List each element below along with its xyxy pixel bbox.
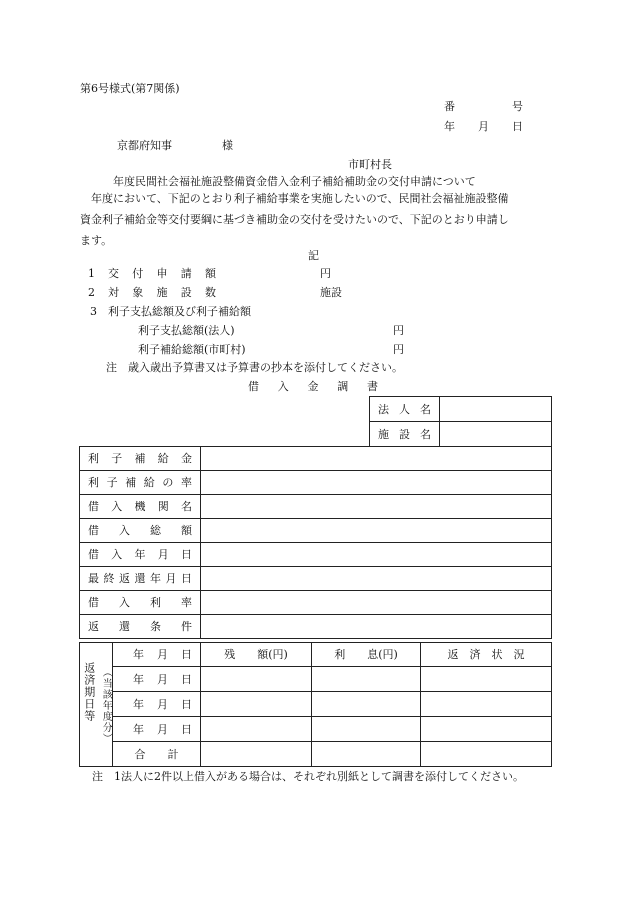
status-header: 返 済 状 況 [421, 643, 552, 667]
number-go: 号 [512, 100, 523, 113]
loan-table [79, 446, 552, 639]
item-3-sub-1-unit: 円 [393, 324, 404, 337]
form-number: 第6号様式(第7関係) [80, 82, 180, 95]
number-ban: 番 [444, 100, 455, 113]
repay-side-sub: （当該年度分） [99, 643, 113, 767]
balance-cell-1[interactable] [201, 667, 312, 692]
item-3-number: 3 [90, 305, 97, 318]
interest-cell-1[interactable] [312, 667, 421, 692]
table-title: 借 入 金 調 書 [248, 380, 378, 393]
loan-row-6-label: 最 終 返 還 年 月 日 [80, 567, 201, 591]
interest-total[interactable] [312, 742, 421, 767]
loan-row-2-label: 利 子 補 給 の 率 [80, 471, 201, 495]
status-cell-3[interactable] [421, 717, 552, 742]
interest-header: 利 息(円) [312, 643, 421, 667]
repay-date-row-1: 年 月 日 [113, 667, 201, 692]
repay-date-row-3: 年 月 日 [113, 717, 201, 742]
loan-row-7-label: 借 入 利 率 [80, 591, 201, 615]
body-line-2: 資金利子補給金等交付要綱に基づき補助金の交付を受けたいので、下記のとおり申請し [80, 213, 509, 226]
item-3-label: 利子支払総額及び利子補給額 [108, 305, 251, 318]
item-2-label: 対 象 施 設 数 [108, 286, 216, 299]
body-line-3: ます。 [80, 234, 113, 247]
facility-name-value[interactable] [440, 422, 552, 447]
interest-cell-2[interactable] [312, 692, 421, 717]
loan-row-5-label: 借 入 年 月 日 [80, 543, 201, 567]
date-nen: 年 [444, 120, 455, 133]
loan-row-6-value[interactable] [201, 567, 552, 591]
facility-name-label: 施 設 名 [370, 422, 440, 447]
balance-total[interactable] [201, 742, 312, 767]
loan-row-1-value[interactable] [201, 447, 552, 471]
item-3-sub-2-unit: 円 [393, 343, 404, 356]
item-1-unit: 円 [320, 267, 331, 280]
sender: 市町村長 [348, 158, 392, 171]
total-label: 合 計 [113, 742, 201, 767]
loan-row-4-label: 借 入 総 額 [80, 519, 201, 543]
loan-row-4-value[interactable] [201, 519, 552, 543]
ki-heading: 記 [308, 249, 319, 262]
status-cell-1[interactable] [421, 667, 552, 692]
repay-side-label: 返済期日等 [80, 643, 99, 767]
addressee-sama: 様 [222, 139, 233, 152]
body-line-1: 年度において、下記のとおり利子補給事業を実施したいので、民間社会福祉施設整備 [91, 192, 509, 205]
interest-cell-3[interactable] [312, 717, 421, 742]
loan-row-8-label: 返 還 条 件 [80, 615, 201, 639]
balance-header: 残 額(円) [201, 643, 312, 667]
body-paragraph [80, 188, 552, 251]
balance-cell-3[interactable] [201, 717, 312, 742]
loan-row-1-label: 利 子 補 給 金 [80, 447, 201, 471]
balance-cell-2[interactable] [201, 692, 312, 717]
item-2-unit: 施設 [320, 286, 342, 299]
corp-name-label: 法 人 名 [370, 397, 440, 422]
corp-table [369, 396, 552, 447]
status-total[interactable] [421, 742, 552, 767]
date-tsuki: 月 [478, 120, 489, 133]
status-cell-2[interactable] [421, 692, 552, 717]
loan-row-7-value[interactable] [201, 591, 552, 615]
item-2-number: 2 [88, 286, 95, 299]
item-3-sub-1-label: 利子支払総額(法人) [138, 324, 235, 337]
loan-row-8-value[interactable] [201, 615, 552, 639]
item-3-sub-2-label: 利子補給総額(市町村) [138, 343, 246, 356]
item-1-number: 1 [88, 267, 95, 280]
date-hi: 日 [512, 120, 523, 133]
addressee: 京都府知事 [117, 139, 172, 152]
loan-row-3-label: 借 入 機 関 名 [80, 495, 201, 519]
loan-row-2-value[interactable] [201, 471, 552, 495]
note-budget: 注 歳入歳出予算書又は予算書の抄本を添付してください。 [106, 361, 403, 374]
document-title: 年度民間社会福祉施設整備資金借入金利子補給補助金の交付申請について [113, 175, 476, 188]
loan-row-3-value[interactable] [201, 495, 552, 519]
repay-date-header: 年 月 日 [113, 643, 201, 667]
repay-table [79, 642, 552, 767]
corp-name-value[interactable] [440, 397, 552, 422]
note-multiple-loans: 注 1法人に2件以上借入がある場合は、それぞれ別紙として調書を添付してください。 [92, 770, 524, 783]
repay-date-row-2: 年 月 日 [113, 692, 201, 717]
item-1-label: 交 付 申 請 額 [108, 267, 216, 280]
loan-row-5-value[interactable] [201, 543, 552, 567]
